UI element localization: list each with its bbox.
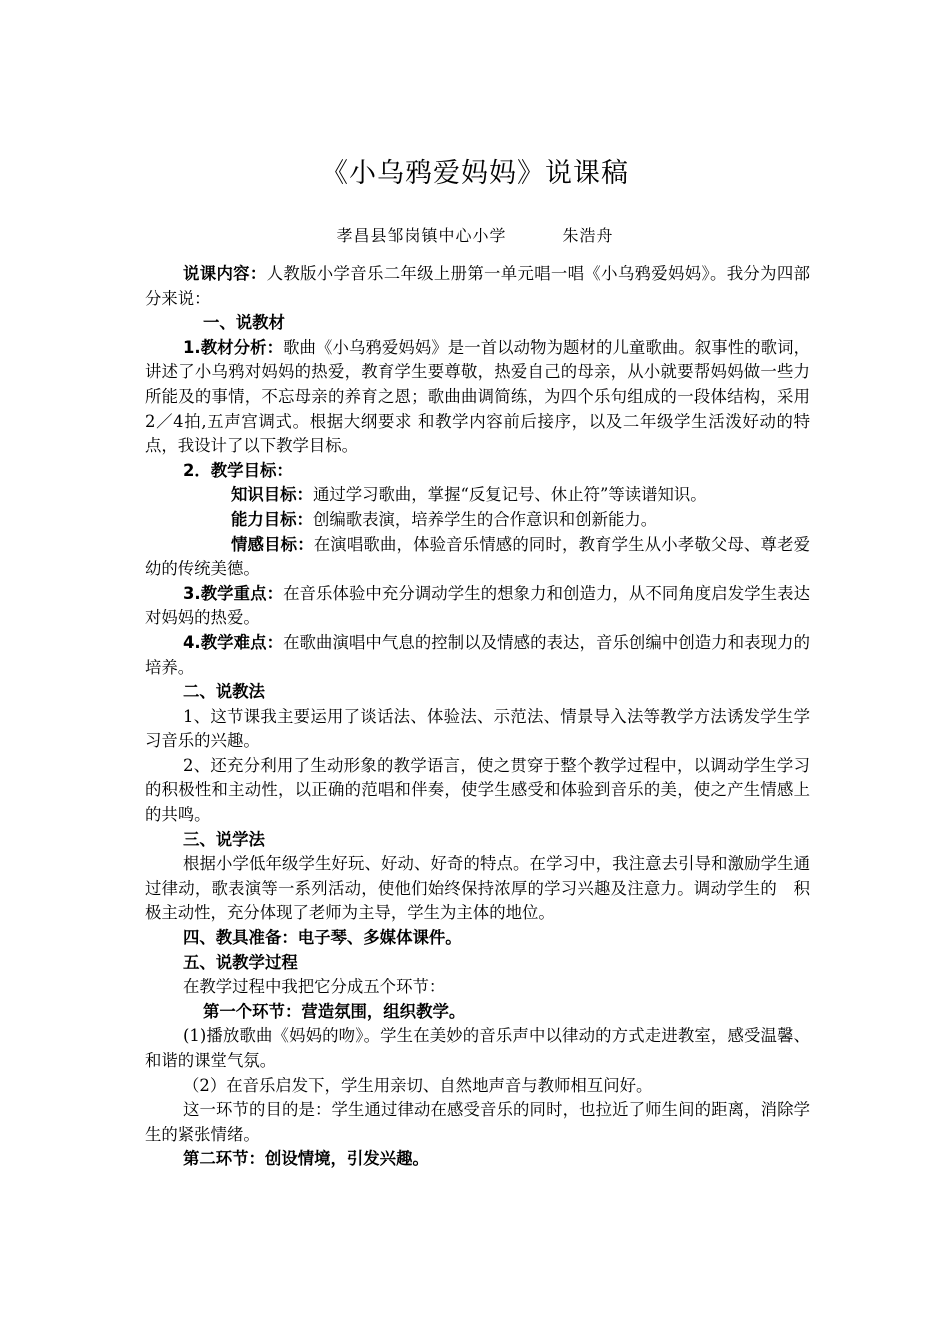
intro-text: 人教版小学音乐二年级上册第一单元唱一唱《小乌鸦爱妈妈》。我分为四部分来说：: [145, 264, 810, 308]
intro-label: 说课内容：: [183, 264, 267, 283]
goal-ability: [145, 508, 810, 533]
author-school: 孝昌县邹岗镇中心小学: [336, 226, 507, 245]
key-point-paragraph: [145, 582, 810, 631]
document-title: 《小乌鸦爱妈妈》说课稿: [321, 158, 629, 189]
goal-emotion: [145, 533, 810, 582]
method-paragraph-1: 1、这节课我主要运用了谈话法、体验法、示范法、情景导入法等教学方法诱发学生学习音乐的兴趣。: [145, 706, 810, 751]
key-point-label: 3.教学重点：: [183, 583, 284, 603]
process-intro: 在教学过程中我把它分成五个环节：: [183, 977, 446, 997]
material-analysis-label: 1.教材分析：: [183, 337, 284, 357]
goal-knowledge-label: 知识目标：: [231, 485, 313, 505]
section-5-heading: 五、说教学过程: [183, 952, 298, 972]
learning-method-paragraph: 根据小学低年级学生好玩、好动、好奇的特点。在学习中，我注意去引导和激励学生通过律动，歌表演等一系列活动，使他们始终保持浓厚的学习兴趣及注意力。调动学生的 积极主动性，充分体现了老师为主导，学生为主体的地位。: [145, 854, 810, 923]
section-2-heading: 二、说教法: [183, 682, 265, 702]
step-1-heading: 第一个环节：营造氛围，组织教学。: [203, 1001, 466, 1021]
step-1-paragraph-1: (1)播放歌曲《妈妈的吻》。学生在美妙的音乐声中以律动的方式走进教室，感受温馨、和谐的课堂气氛。: [145, 1026, 810, 1070]
material-analysis-text: 歌曲《小乌鸦爱妈妈》是一首以动物为题材的儿童歌曲。叙事性的歌词，讲述了小乌鸦对妈妈的热爱，教育学生要尊敬，热爱自己的母亲，从小就要帮妈妈做一些力所能及的事情，不忘母亲的养育之恩；歌曲曲调简练，为四个乐句组成的一段体结构，采用2／4拍,五声宫调式。根据大纲要求 和教学内容前后接序，以及二年级学生活泼好动的特点，我设计了以下教学目标。: [145, 337, 810, 456]
difficulty-paragraph: [145, 631, 810, 680]
goal-ability-label: 能力目标：: [231, 509, 313, 529]
goal-ability-text: 创编歌表演，培养学生的合作意识和创新能力。: [312, 509, 658, 529]
key-point-text: 在音乐体验中充分调动学生的想象力和创造力，从不同角度启发学生表达对妈妈的热爱。: [145, 583, 810, 628]
difficulty-label: 4.教学难点：: [183, 632, 284, 652]
document-body: [145, 262, 810, 1172]
step-1-paragraph-2: （2）在音乐启发下，学生用亲切、自然地声音与教师相互问好。: [183, 1075, 653, 1095]
section-3-heading: 三、说学法: [183, 829, 265, 849]
step-2-heading: 第二环节：创设情境，引发兴趣。: [183, 1149, 429, 1169]
intro-paragraph: [145, 262, 810, 311]
step-1-paragraph-3: 这一环节的目的是：学生通过律动在感受音乐的同时，也拉近了师生间的距离，消除学生的紧张情绪。: [145, 1100, 810, 1144]
section-1-heading: 一、说教材: [203, 313, 285, 333]
material-analysis-paragraph: [145, 336, 810, 459]
teaching-goals-heading: 2．教学目标：: [183, 460, 293, 480]
method-paragraph-2: 2、还充分利用了生动形象的教学语言，使之贯穿于整个教学过程中，以调动学生学习的积极性和主动性，以正确的范唱和伴奏，使学生感受和体验到音乐的美，使之产生情感上的共鸣。: [145, 755, 810, 825]
author-name: 朱浩舟: [562, 226, 614, 245]
section-4-heading: 四、教具准备：电子琴、多媒体课件。: [183, 928, 462, 948]
goal-emotion-text: 在演唱歌曲，体验音乐情感的同时，教育学生从小孝敬父母、尊老爱幼的传统美德。: [145, 534, 811, 579]
difficulty-text: 在歌曲演唱中气息的控制以及情感的表达，音乐创编中创造力和表现力的培养。: [145, 632, 810, 677]
goal-knowledge: [145, 483, 810, 508]
author-line: [0, 224, 950, 248]
goal-emotion-label: 情感目标：: [231, 534, 314, 554]
goal-knowledge-text: 通过学习歌曲，掌握“反复记号、休止符”等读谱知识。: [312, 485, 707, 505]
